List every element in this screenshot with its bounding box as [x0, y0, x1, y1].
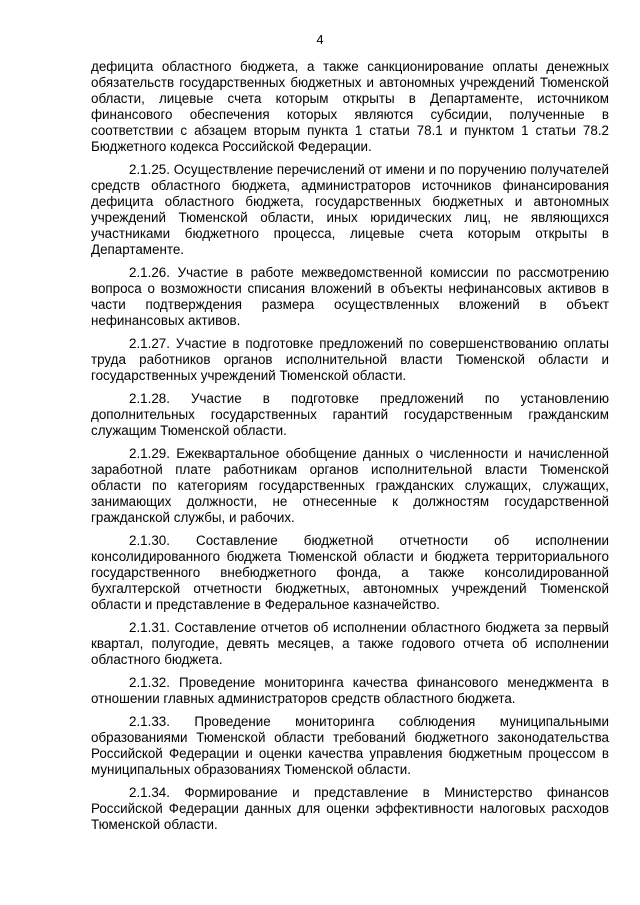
paragraph-2-1-27: 2.1.27. Участие в подготовке предложений по совершенствованию оплаты труда работников органов исполнительной власти Тюменской области и государственных учреждений Тюменской области.: [91, 336, 609, 383]
paragraph-2-1-33: 2.1.33. Проведение мониторинга соблюдения муниципальными образованиями Тюменской области требований бюджетного законодательства Российской Федерации и оценки качества управления бюджетным процессом в муниципальных образованиях Тюменской области.: [91, 714, 609, 777]
page-number: 4: [316, 32, 324, 47]
document-body: [91, 59, 609, 840]
paragraph-2-1-30: 2.1.30. Составление бюджетной отчетности об исполнении консолидированного бюджета Тюменской области и бюджета территориального государственного внебюджетного фонда, а также консолидированной бухгалтерской отчетности бюджетных, автономных учреждений Тюменской области и представление в Федеральное казначейство.: [91, 533, 609, 612]
paragraph-2-1-29: 2.1.29. Ежеквартальное обобщение данных о численности и начисленной заработной плате работникам органов исполнительной власти Тюменской области по категориям государственных гражданских служащих, служащих, занимающих должности, не отнесенные к должностям государственной гражданской службы, и рабочих.: [91, 446, 609, 525]
paragraph-2-1-28: 2.1.28. Участие в подготовке предложений по установлению дополнительных государственных гарантий государственным гражданским служащим Тюменской области.: [91, 391, 609, 438]
paragraph-continuation: дефицита областного бюджета, а также санкционирование оплаты денежных обязательств государственных бюджетных и автономных учреждений Тюменской области, лицевые счета которым открыты в Департаменте, источником финансового обеспечения которых являются субсидии, полученные в соответствии с абзацем вторым пункта 1 статьи 78.1 и пунктом 1 статьи 78.2 Бюджетного кодекса Российской Федерации.: [91, 59, 609, 154]
paragraph-2-1-34: 2.1.34. Формирование и представление в Министерство финансов Российской Федерации данных для оценки эффективности налоговых расходов Тюменской области.: [91, 785, 609, 832]
paragraph-2-1-26: 2.1.26. Участие в работе межведомственной комиссии по рассмотрению вопроса о возможности списания вложений в объекты нефинансовых активов в части подтверждения размера осуществленных вложений в объект нефинансовых активов.: [91, 265, 609, 328]
paragraph-2-1-25: 2.1.25. Осуществление перечислений от имени и по поручению получателей средств областного бюджета, администраторов источников финансирования дефицита областного бюджета, государственных бюджетных и автономных учреждений Тюменской области, иных юридических лиц, не являющихся участниками бюджетного процесса, лицевые счета которым открыты в Департаменте.: [91, 162, 609, 257]
paragraph-2-1-31: 2.1.31. Составление отчетов об исполнении областного бюджета за первый квартал, полугодие, девять месяцев, а также годового отчета об исполнении областного бюджета.: [91, 620, 609, 667]
paragraph-2-1-32: 2.1.32. Проведение мониторинга качества финансового менеджмента в отношении главных администраторов средств областного бюджета.: [91, 675, 609, 706]
